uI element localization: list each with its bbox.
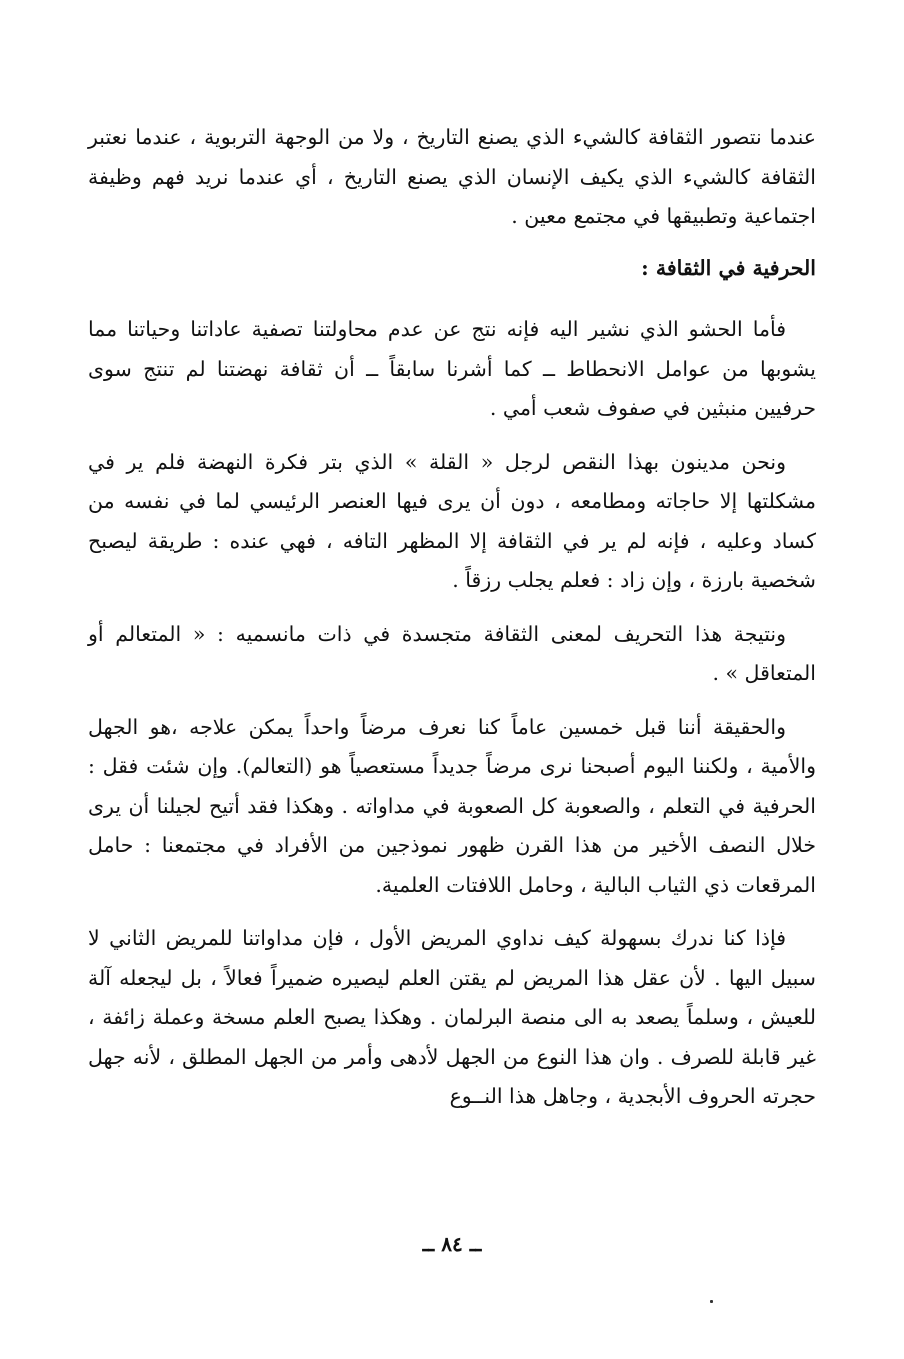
paragraph-6: فإذا كنا ندرك بسهولة كيف نداوي المريض الأول ، فإن مداواتنا للمريض الثاني لا سبيل اليها . لأن عقل هذا المريض لم يقتن العلم ليصيره ضميراً فعالاً ، بل ليجعله آلة للعيش ، وسلماً يصعد به الى منصة البرلمان . وهكذا يصبح العلم مسخة وعملة زائفة ، غير قابلة للصرف . وان هذا النوع من الجهل لأدهى وأمر من الجهل المطلق ، لأنه جهل حجرته الحروف الأبجدية ، وجاهل هذا النــوع [88,926,816,1108]
page-number: ــ ٨٤ ــ [422,1232,482,1256]
section-heading: الحرفية في الثقافة : [641,255,816,280]
paragraph-5: والحقيقة أننا قبل خمسين عاماً كنا نعرف مرضاً واحداً يمكن علاجه ،هو الجهل والأمية ، ولكننا اليوم أصبحنا نرى مرضاً جديداً مستعصياً هو (التعالم). وإن شئت فقل : الحرفية في التعلم ، والصعوبة كل الصعوبة في مداواته . وهكذا فقد أتيح لجيلنا أن يرى خلال النصف الأخير من هذا القرن ظهور نموذجين من الأفراد في مجتمعنا : حامل المرقعات ذي الثياب البالية ، وحامل اللافتات العلمية. [88,714,816,897]
paragraph-2: فأما الحشو الذي نشير اليه فإنه نتج عن عدم محاولتنا تصفية عاداتنا وحياتنا مما يشوبها من عوامل الانحطاط ــ كما أشرنا سابقاً ــ أن ثقافة نهضتنا لم تنتج سوى حرفيين منبثين في صفوف شعب أمي . [88,317,816,420]
paragraph-1: عندما نتصور الثقافة كالشيء الذي يصنع التاريخ ، ولا من الوجهة التربوية ، عندما نعتبر الثقافة كالشيء الذي يكيف الإنسان الذي يصنع التاريخ ، أي عندما نريد فهم وظيفة اجتماعية وتطبيقها في مجتمع معين . [88,125,816,228]
paragraph-3: ونحن مدينون بهذا النقص لرجل « القلة » الذي بتر فكرة النهضة فلم ير في مشكلتها إلا حاجاته ومطامعه ، دون أن يرى فيها العنصر الرئيسي لما في نفسه من كساد وعليه ، فإنه لم ير في الثقافة إلا المظهر التافه ، فهي عنده : طريقة ليصبح شخصية بارزة ، وإن زاد : فعلم يجلب رزقاً . [88,449,816,592]
page-body [88,118,816,1131]
speck-mark [710,1300,713,1303]
paragraph-4: ونتيجة هذا التحريف لمعنى الثقافة متجسدة في ذات مانسميه : « المتعالم أو المتعاقل » . [88,621,816,685]
